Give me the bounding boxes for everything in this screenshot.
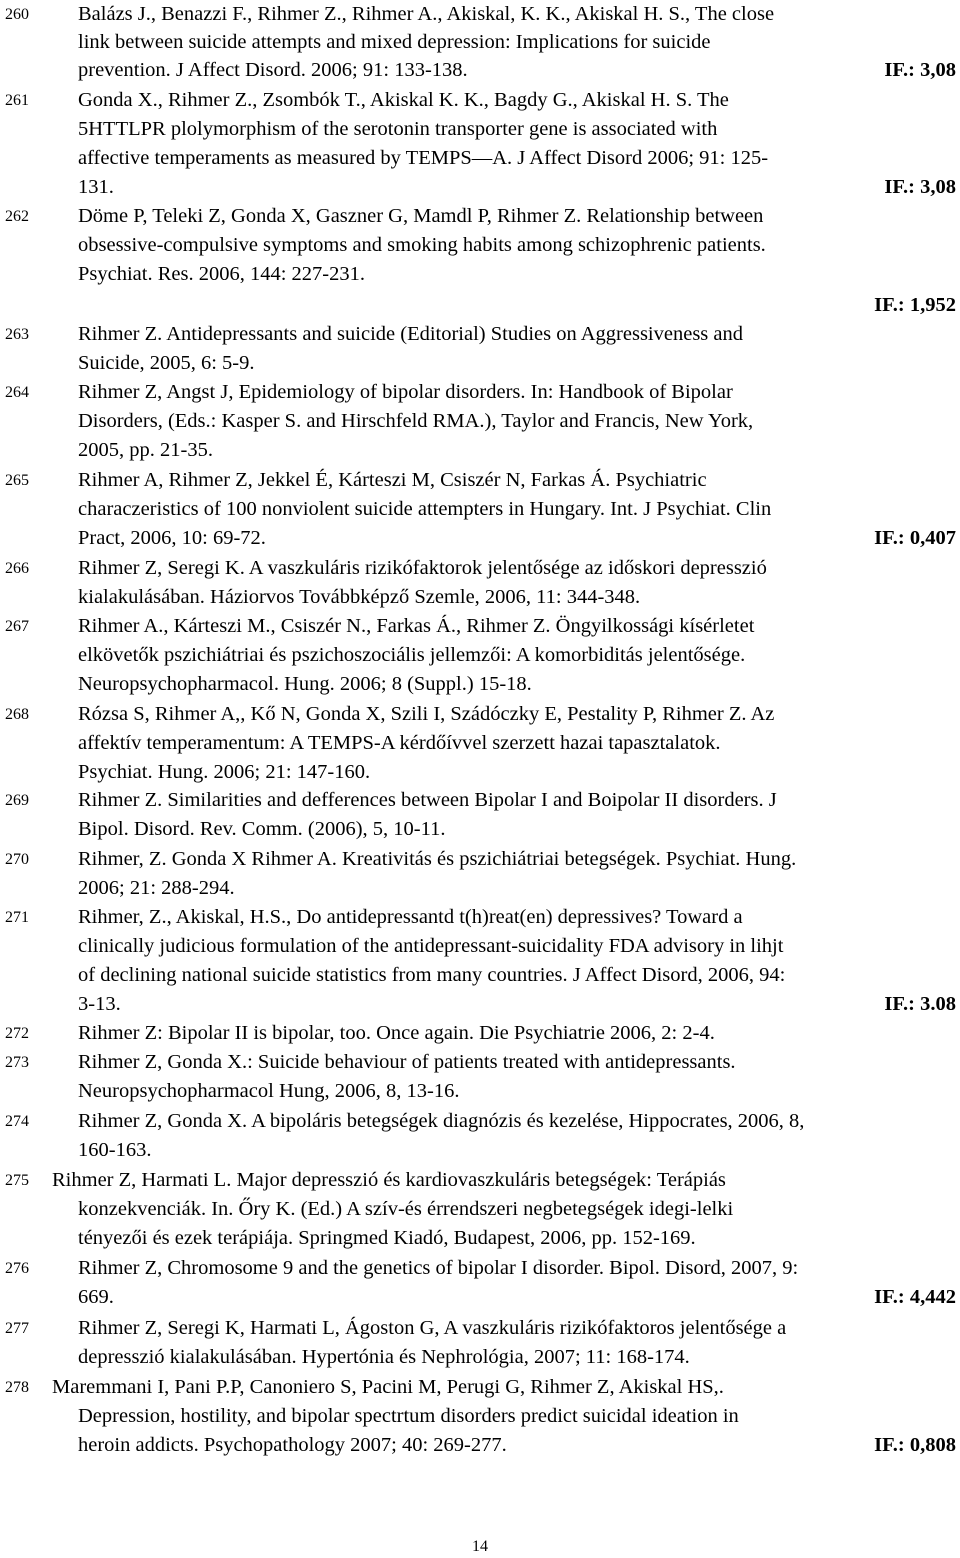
entry-line: depresszió kialakulásában. Hypertónia és Nephrológia, 2007; 11: 168-174. xyxy=(78,1346,690,1368)
impact-factor: IF.: 0,808 xyxy=(874,1434,956,1456)
impact-factor: IF.: 3,08 xyxy=(884,59,956,81)
entry-line: kialakulásában. Háziorvos Továbbképző Szemle, 2006, 11: 344-348. xyxy=(78,586,641,608)
entry-number: 265 xyxy=(5,472,29,489)
entry-number: 264 xyxy=(5,384,29,401)
entry-line: Rihmer Z. Similarities and defferences between Bipolar I and Boipolar II disorders. J xyxy=(78,789,777,811)
entry-line: Disorders, (Eds.: Kasper S. and Hirschfeld RMA.), Taylor and Francis, New York, xyxy=(78,410,754,432)
entry-number: 268 xyxy=(5,706,29,723)
entry-line: Rihmer, Z., Akiskal, H.S., Do antidepressantd t(h)reat(en) depressives? Toward a xyxy=(78,906,743,928)
entry-line: Psychiat. Hung. 2006; 21: 147-160. xyxy=(78,761,371,783)
entry-line: obsessive-compulsive symptoms and smoking habits among schizophrenic patients. xyxy=(78,234,766,256)
entry-number: 267 xyxy=(5,618,29,635)
impact-factor: IF.: 4,442 xyxy=(874,1286,956,1308)
entry-number: 273 xyxy=(5,1054,29,1071)
entry-number: 263 xyxy=(5,326,29,343)
entry-line: Döme P, Teleki Z, Gonda X, Gaszner G, Mamdl P, Rihmer Z. Relationship between xyxy=(78,205,764,227)
entry-line: konzekvenciák. In. Őry K. (Ed.) A szív-és érrendszeri negbetegségek idegi-lelki xyxy=(78,1198,734,1220)
entry-line: Rihmer Z: Bipolar II is bipolar, too. Once again. Die Psychiatrie 2006, 2: 2-4. xyxy=(78,1022,715,1044)
entry-line: Rihmer Z, Seregi K, Harmati L, Ágoston G, A vaszkuláris rizikófaktoros jelentősége a xyxy=(78,1317,787,1339)
entry-line: of declining national suicide statistics from many countries. J Affect Disord, 2006, 94: xyxy=(78,964,786,986)
entry-line: Balázs J., Benazzi F., Rihmer Z., Rihmer A., Akiskal, K. K., Akiskal H. S., The close xyxy=(78,3,775,25)
entry-line: Rihmer Z. Antidepressants and suicide (Editorial) Studies on Aggressiveness and xyxy=(78,323,743,345)
entry-line: Rózsa S, Rihmer A,, Kő N, Gonda X, Szili I, Szádóczky E, Pestality P, Rihmer Z. Az xyxy=(78,703,775,725)
entry-line: elkövetők pszichiátriai és pszichoszociális jellemzői: A komorbiditás jelentősége. xyxy=(78,644,746,666)
page-number: 14 xyxy=(472,1538,488,1555)
entry-line: Rihmer Z, Seregi K. A vaszkuláris rizikófaktorok jelentősége az időskori depresszió xyxy=(78,557,767,579)
entry-line: Rihmer A, Rihmer Z, Jekkel É, Kárteszi M, Csiszér N, Farkas Á. Psychiatric xyxy=(78,469,707,491)
entry-line: Gonda X., Rihmer Z., Zsombók T., Akiskal K. K., Bagdy G., Akiskal H. S. The xyxy=(78,89,729,111)
entry-number: 277 xyxy=(5,1320,29,1337)
entry-line: Neuropsychopharmacol. Hung. 2006; 8 (Suppl.) 15-18. xyxy=(78,673,532,695)
entry-line: Bipol. Disord. Rev. Comm. (2006), 5, 10-11. xyxy=(78,818,446,840)
entry-line: tényezői és ezek terápiája. Springmed Kiadó, Budapest, 2006, pp. 152-169. xyxy=(78,1227,696,1249)
entry-line: 160-163. xyxy=(78,1139,152,1161)
entry-line: affective temperaments as measured by TEMPS—A. J Affect Disord 2006; 91: 125- xyxy=(78,147,769,169)
entry-line: 2006; 21: 288-294. xyxy=(78,877,235,899)
entry-number: 262 xyxy=(5,208,29,225)
entry-line: 2005, pp. 21-35. xyxy=(78,439,213,461)
entry-line: clinically judicious formulation of the antidepressant-suicidality FDA advisory in lihjt xyxy=(78,935,784,957)
impact-factor: IF.: 3,08 xyxy=(884,176,956,198)
entry-line: Rihmer, Z. Gonda X Rihmer A. Kreativitás és pszichiátriai betegségek. Psychiat. Hung. xyxy=(78,848,797,870)
impact-factor: IF.: 3.08 xyxy=(884,993,956,1015)
entry-number: 261 xyxy=(5,92,29,109)
entry-line: Psychiat. Res. 2006, 144: 227-231. xyxy=(78,263,365,285)
entry-line: 3-13. xyxy=(78,993,121,1015)
entry-line: link between suicide attempts and mixed depression: Implications for suicide xyxy=(78,31,711,53)
entry-line: Rihmer A., Kárteszi M., Csiszér N., Farkas Á., Rihmer Z. Öngyilkossági kísérletet xyxy=(78,615,755,637)
entry-line: Rihmer Z, Angst J, Epidemiology of bipolar disorders. In: Handbook of Bipolar xyxy=(78,381,733,403)
entry-number: 278 xyxy=(5,1379,29,1396)
entry-number: 272 xyxy=(5,1025,29,1042)
entry-number: 266 xyxy=(5,560,29,577)
entry-line: heroin addicts. Psychopathology 2007; 40: 269-277. xyxy=(78,1434,507,1456)
entry-line: Depression, hostility, and bipolar spectrtum disorders predict suicidal ideation in xyxy=(78,1405,739,1427)
entry-line: affektív temperamentum: A TEMPS-A kérdőívvel szerzett hazai tapasztalatok. xyxy=(78,732,721,754)
entry-line: Rihmer Z, Gonda X.: Suicide behaviour of patients treated with antidepressants. xyxy=(78,1051,736,1073)
entry-line: 669. xyxy=(78,1286,114,1308)
entry-line: Rihmer Z, Gonda X. A bipoláris betegségek diagnózis és kezelése, Hippocrates, 2006, 8, xyxy=(78,1110,805,1132)
entry-number: 269 xyxy=(5,792,29,809)
entry-line: Maremmani I, Pani P.P, Canoniero S, Pacini M, Perugi G, Rihmer Z, Akiskal HS,. xyxy=(52,1376,724,1398)
entry-number: 275 xyxy=(5,1172,29,1189)
entry-number: 274 xyxy=(5,1113,29,1130)
impact-factor: IF.: 0,407 xyxy=(874,527,956,549)
entry-number: 260 xyxy=(5,6,29,23)
entry-line: Pract, 2006, 10: 69-72. xyxy=(78,527,266,549)
entry-line: characzeristics of 100 nonviolent suicide attempters in Hungary. Int. J Psychiat. Clin xyxy=(78,498,772,520)
entry-number: 271 xyxy=(5,909,29,926)
entry-line: 5HTTLPR plolymorphism of the serotonin transporter gene is associated with xyxy=(78,118,718,140)
impact-factor: IF.: 1,952 xyxy=(874,294,956,316)
entry-line: Suicide, 2005, 6: 5-9. xyxy=(78,352,255,374)
entry-line: Rihmer Z, Chromosome 9 and the genetics of bipolar I disorder. Bipol. Disord, 2007, 9: xyxy=(78,1257,799,1279)
entry-number: 276 xyxy=(5,1260,29,1277)
entry-line: prevention. J Affect Disord. 2006; 91: 133-138. xyxy=(78,59,468,81)
entry-line: 131. xyxy=(78,176,114,198)
entry-line: Rihmer Z, Harmati L. Major depresszió és kardiovaszkuláris betegségek: Terápiás xyxy=(52,1169,726,1191)
entry-line: Neuropsychopharmacol Hung, 2006, 8, 13-16. xyxy=(78,1080,460,1102)
entry-number: 270 xyxy=(5,851,29,868)
